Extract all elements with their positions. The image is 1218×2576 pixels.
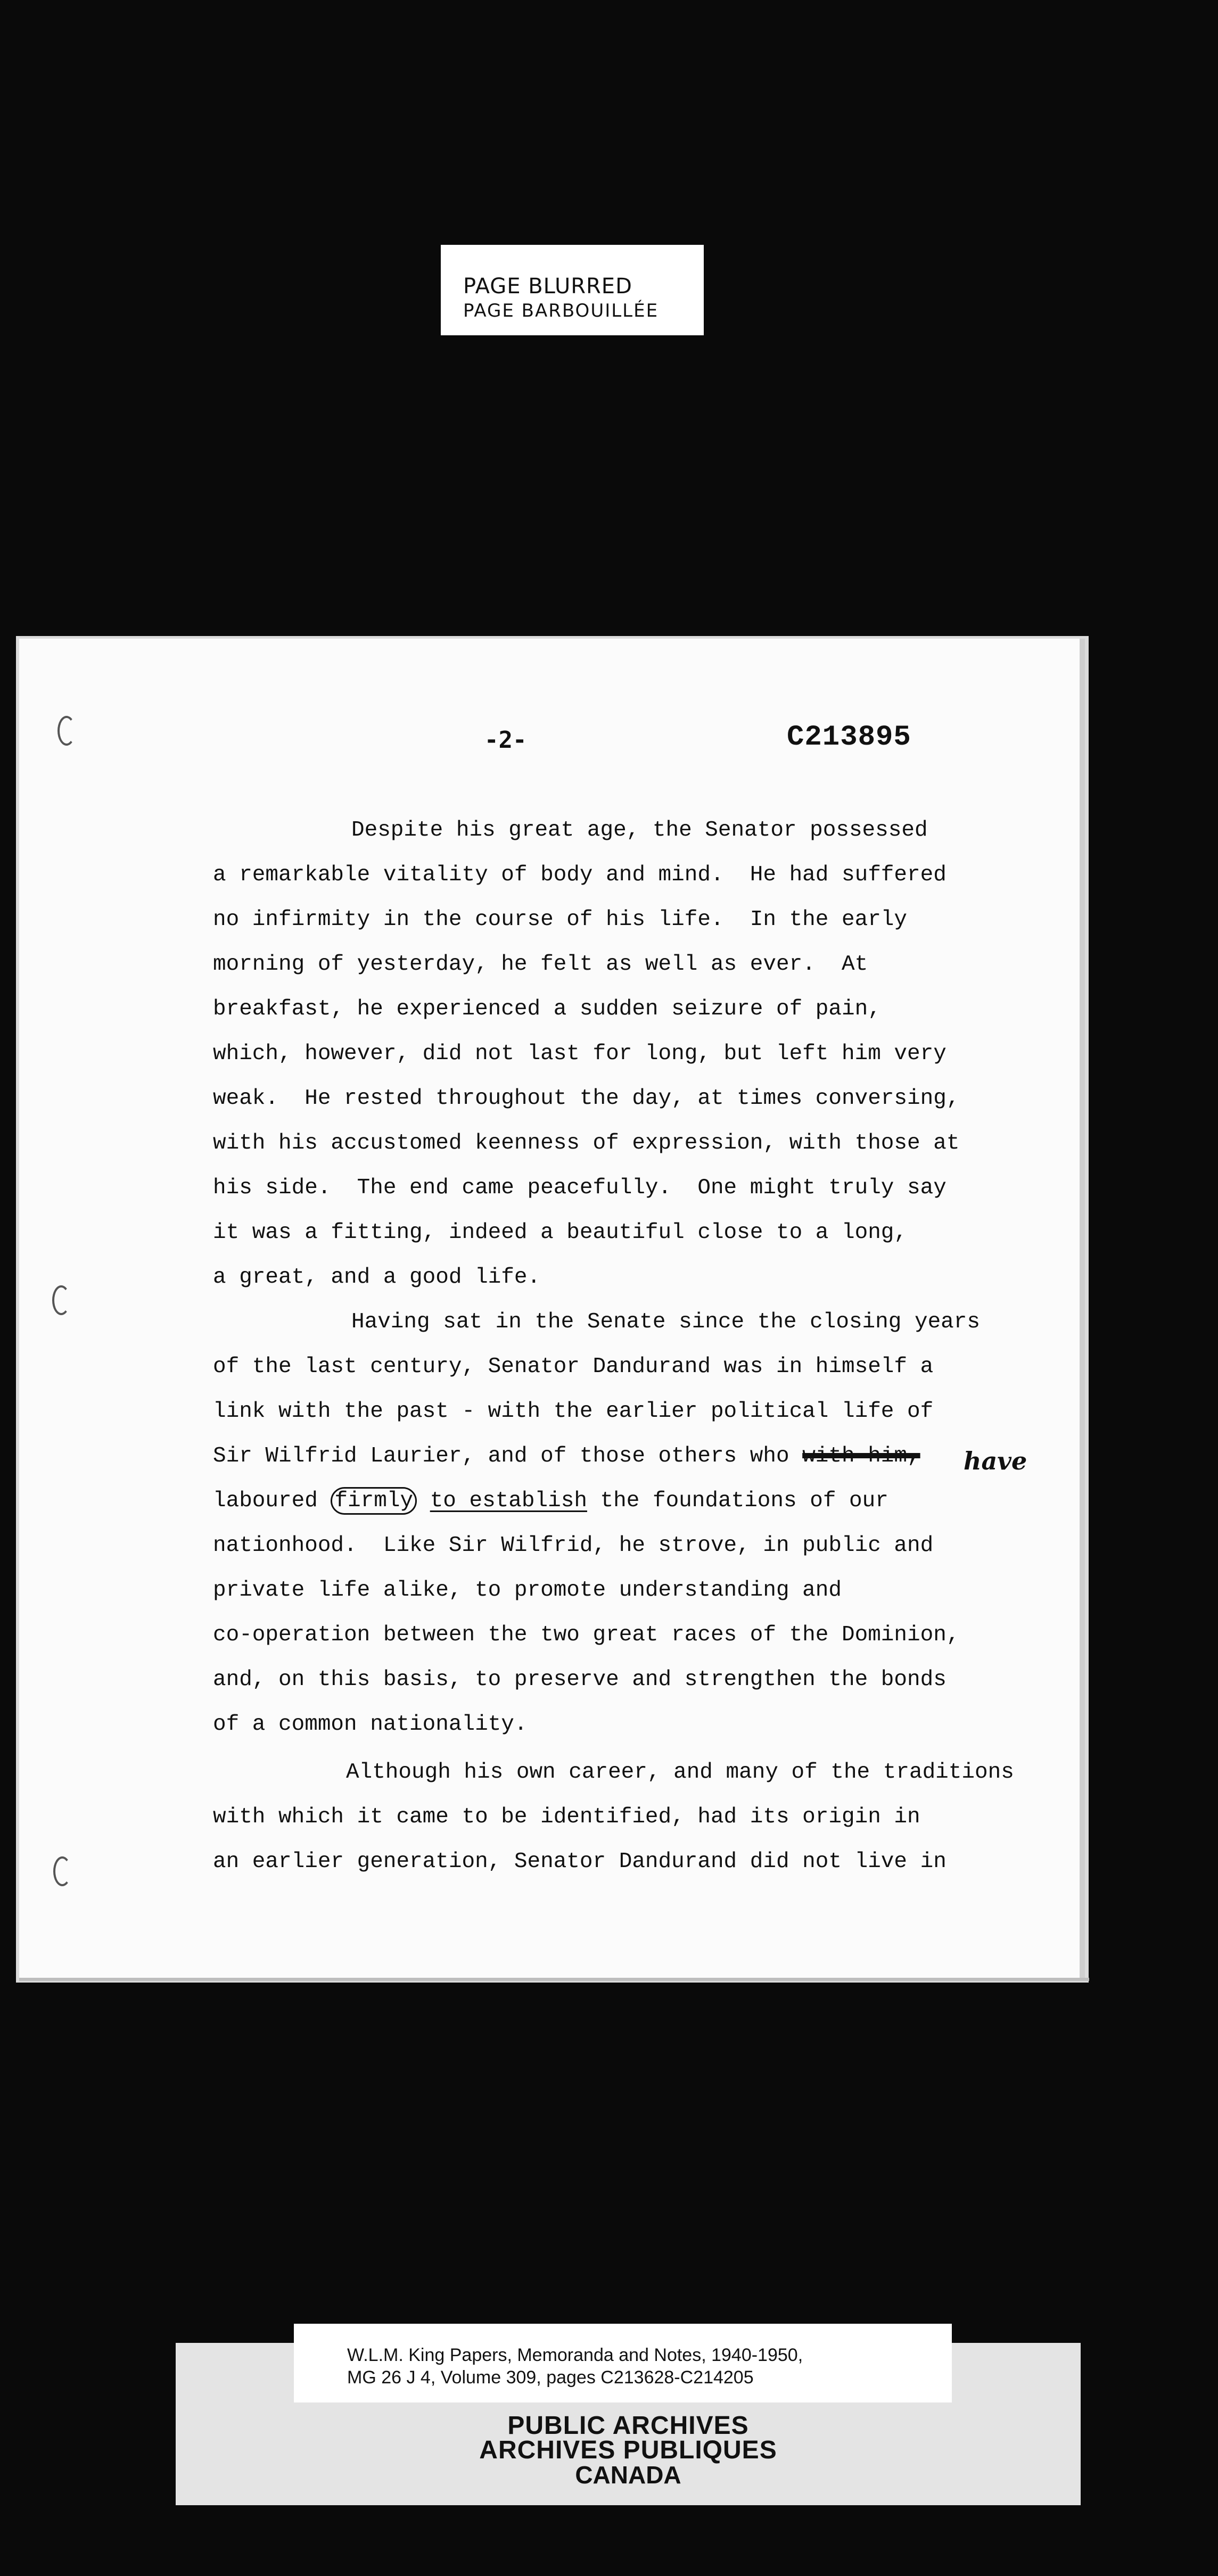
blur-label-english: PAGE BLURRED <box>463 274 632 299</box>
struck-text: with him, <box>802 1444 920 1468</box>
punch-hole-icon <box>52 1285 70 1315</box>
text-line: co-operation between the two great races of the Dominion, <box>213 1623 960 1647</box>
punch-hole-icon <box>57 716 76 746</box>
handwritten-insertion: have <box>964 1447 1027 1475</box>
paper-bottom-edge <box>19 1978 1089 1981</box>
stamp-line-3: CANADA <box>575 2461 681 2489</box>
citation-label <box>294 2324 952 2402</box>
text-line: Despite his great age, the Senator possessed <box>351 818 928 843</box>
stamp-line-2: ARCHIVES PUBLIQUES <box>479 2436 777 2464</box>
underlined-text: to establish <box>430 1489 587 1513</box>
page-number: -2- <box>484 726 527 754</box>
text-line: an earlier generation, Senator Dandurand did not live in <box>213 1850 947 1874</box>
document-id: C213895 <box>787 721 911 754</box>
text-line: and, on this basis, to preserve and strengthen the bonds <box>213 1667 947 1692</box>
text-line: with which it came to be identified, had its origin in <box>213 1805 920 1829</box>
text-fragment: Sir Wilfrid Laurier, and of those others who <box>213 1444 789 1468</box>
text-line: breakfast, he experienced a sudden seizure of pain, <box>213 997 881 1021</box>
text-fragment: laboured <box>213 1489 318 1513</box>
text-line: it was a fitting, indeed a beautiful close to a long, <box>213 1220 908 1245</box>
text-line: Although his own career, and many of the traditions <box>346 1760 1014 1785</box>
text-line: link with the past - with the earlier political life of <box>213 1399 934 1424</box>
text-line-with-edits <box>213 1489 888 1513</box>
text-line: private life alike, to promote understanding and <box>213 1578 842 1603</box>
text-line: Having sat in the Senate since the closing years <box>351 1310 980 1334</box>
text-line: a remarkable vitality of body and mind. He had suffered <box>213 863 947 887</box>
stamp-line-1: PUBLIC ARCHIVES <box>507 2412 749 2440</box>
blur-label-french: PAGE BARBOUILLÉE <box>463 300 659 321</box>
text-line: weak. He rested throughout the day, at times conversing, <box>213 1086 960 1111</box>
text-line: no infirmity in the course of his life. In the early <box>213 907 908 932</box>
text-line: of the last century, Senator Dandurand was in himself a <box>213 1355 934 1379</box>
archives-stamp <box>458 2414 799 2487</box>
text-line: of a common nationality. <box>213 1712 528 1737</box>
text-line-with-strike <box>213 1444 920 1468</box>
page-blurred-label <box>441 245 704 335</box>
text-line: his side. The end came peacefully. One might truly say <box>213 1176 947 1200</box>
citation-line-2: MG 26 J 4, Volume 309, pages C213628-C214205 <box>347 2367 754 2388</box>
text-line: nationhood. Like Sir Wilfrid, he strove, in public and <box>213 1533 934 1558</box>
text-line: a great, and a good life. <box>213 1265 541 1290</box>
text-fragment: the foundations of our <box>600 1489 888 1513</box>
punch-hole-icon <box>53 1856 71 1886</box>
text-line: which, however, did not last for long, but left him very <box>213 1042 947 1066</box>
text-line: with his accustomed keenness of expression, with those at <box>213 1131 960 1155</box>
citation-line-1: W.L.M. King Papers, Memoranda and Notes, 1940-1950, <box>347 2345 803 2365</box>
circled-word: firmly <box>331 1487 417 1515</box>
text-line: morning of yesterday, he felt as well as ever. At <box>213 952 868 977</box>
